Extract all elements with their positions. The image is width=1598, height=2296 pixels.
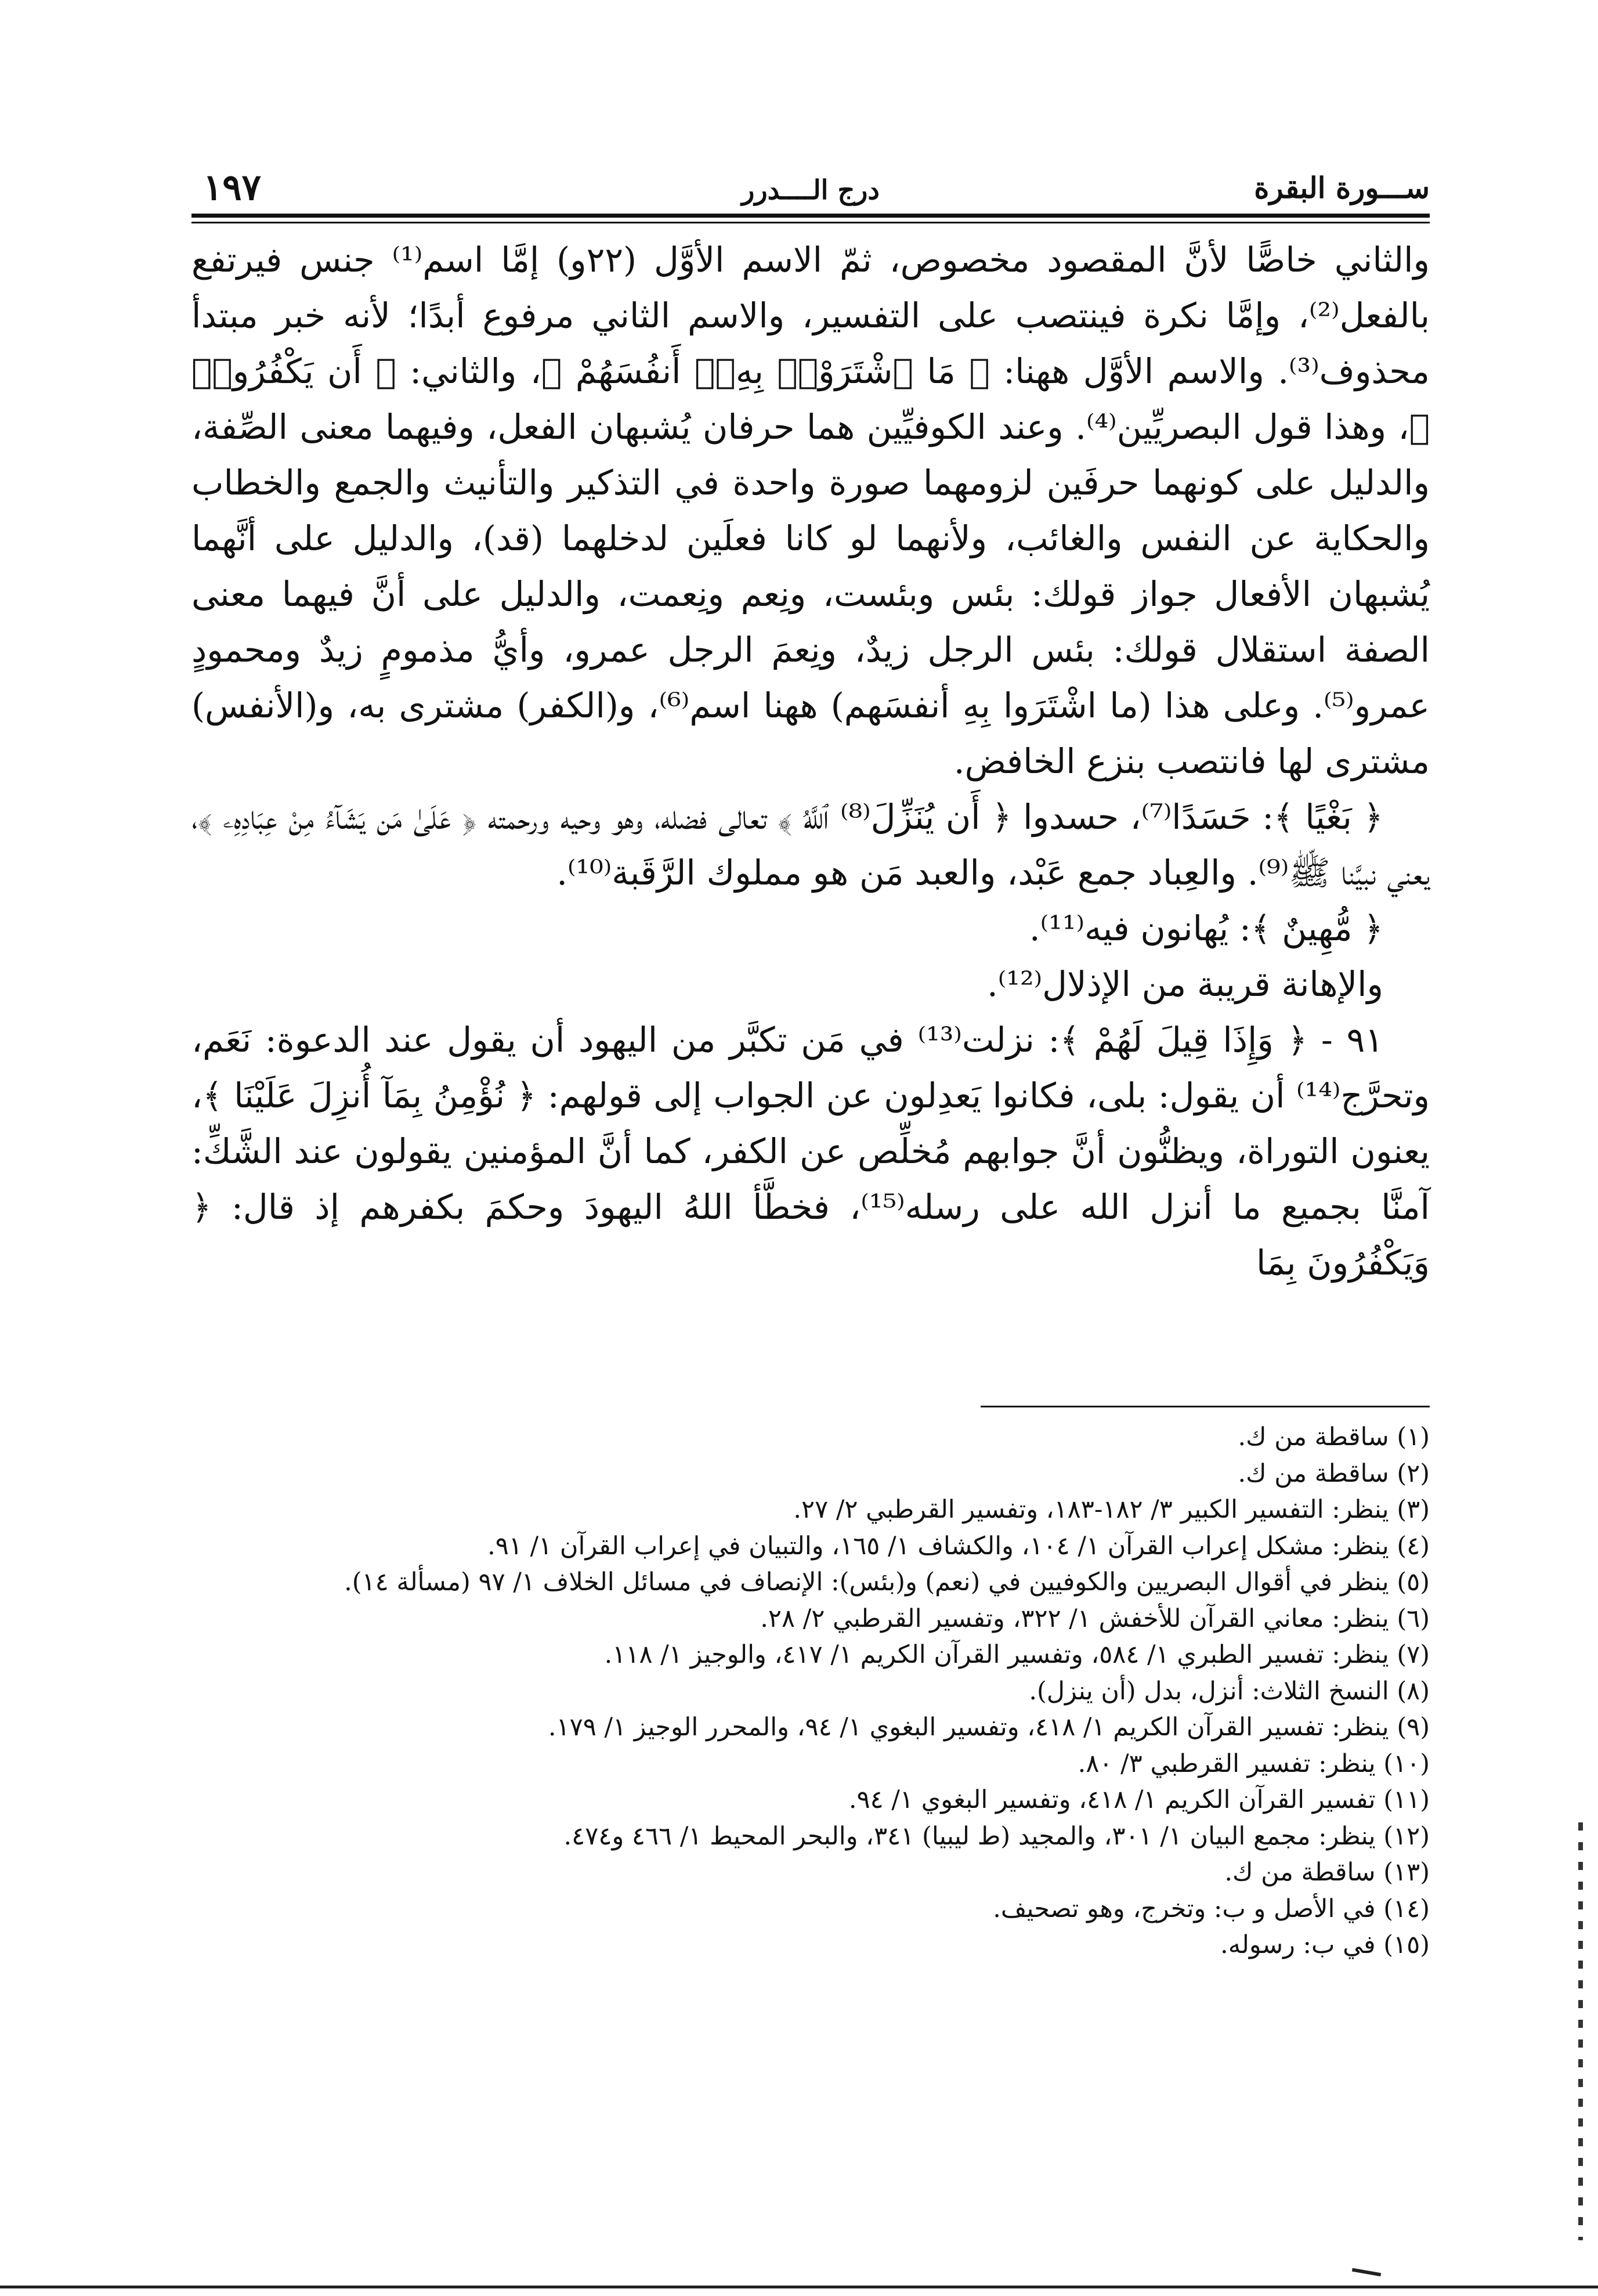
scan-bottom-edge bbox=[0, 2286, 1598, 2288]
main-text bbox=[191, 232, 1430, 1291]
header-rule-thin bbox=[191, 222, 1430, 223]
footnote-separator bbox=[981, 1406, 1430, 1407]
paragraph: والثاني خاصًّا لأنَّ المقصود مخصوص، ثمّ الاسم الأوَّل (٢٢و) إمَّا اسم⁽¹⁾ جنس فيرتفع بالفعل⁽²⁾، وإمَّا نكرة فينتصب على التفسير، والاسم الثاني مرفوع أبدًا؛ لأنه خبر مبتدأ محذوف⁽³⁾. والاسم الأوَّل ههنا: ﴿ مَا ٱشْتَرَوْا۟ بِهِۦٓ أَنفُسَهُمْ ﴾، والثاني: ﴿ أَن يَكْفُرُوا۟ ﴾، وهذا قول البصريِّين⁽⁴⁾. وعند الكوفيِّين هما حرفان يُشبهان الفعل، وفيهما معنى الصِّفة، والدليل على كونهما حرفَين لزومهما صورة واحدة في التذكير والتأنيث والجمع والخطاب والحكاية عن النفس والغائب، ولأنهما لو كانا فعلَين لدخلهما (قد)، والدليل على أنَّهما يُشبهان الأفعال جواز قولك: بئس وبئست، ونِعم ونِعمت، والدليل على أنَّ فيهما معنى الصفة استقلال قولك: بئس الرجل زيدٌ، ونِعمَ الرجل عمرو، وأيُّ مذمومٍ زيدٌ ومحمودٍ عمرو⁽⁵⁾. وعلى هذا (ما اشْتَرَوا بِهِ أنفسَهم) ههنا اسم⁽⁶⁾، و(الكفر) مشترى به، و(الأنفس) مشترى لها فانتصب بنزع الخافض. bbox=[191, 240, 1430, 781]
footnote: (٦) ينظر: معاني القرآن للأخفش ١/ ٣٢٢، وتفسير القرطبي ٢/ ٢٨. bbox=[760, 1604, 1430, 1633]
footnotes bbox=[191, 1419, 1430, 1963]
footnote: (٧) ينظر: تفسير الطبري ١/ ٥٨٤، وتفسير القرآن الكريم ١/ ٤١٧، والوجيز ١/ ١١٨. bbox=[604, 1640, 1430, 1669]
scan-smudge bbox=[1352, 2268, 1381, 2277]
book-title: درج الــــدرر bbox=[742, 174, 880, 205]
page-number: ١٩٧ bbox=[203, 166, 261, 208]
footnote: (١٥) في ب: رسوله. bbox=[1220, 1930, 1430, 1959]
footnote: (٩) ينظر: تفسير القرآن الكريم ١/ ٤١٨، وتفسير البغوي ١/ ٩٤، والمحرر الوجيز ١/ ١٧٩. bbox=[548, 1713, 1430, 1742]
paragraph: ﴿ مُّهِينٌ ﴾: يُهانون فيه⁽¹¹⁾. bbox=[1029, 908, 1383, 948]
scan-edge-marks bbox=[1578, 1822, 1583, 2240]
paragraph: ﴿ بَغْيًا ﴾: حَسَدًا⁽⁷⁾، حسدوا ﴿ أَن يُنَزِّلَ⁽⁸⁾ ٱللَّهُ ﴾ تعالى فضله، وهو وحيه ورحمته ﴿ عَلَىٰ مَن يَشَآءُ مِنْ عِبَادِهِۦ ﴾، يعني نبيَّنا ﷺ⁽⁹⁾. والعِباد جمع عَبْد، والعبد مَن هو مملوك الرَّقَبة⁽¹⁰⁾. bbox=[191, 797, 1430, 893]
paragraph: والإهانة قريبة من الإذلال⁽¹²⁾. bbox=[987, 964, 1383, 1004]
footnote: (١٠) ينظر: تفسير القرطبي ٣/ ٨٠. bbox=[1078, 1749, 1430, 1778]
footnote: (٤) ينظر: مشكل إعراب القرآن ١/ ١٠٤، والكشاف ١/ ١٦٥، والتبيان في إعراب القرآن ١/ ٩١. bbox=[487, 1531, 1430, 1561]
footnote: (٨) النسخ الثلاث: أنزل، بدل (أن ينزل). bbox=[1029, 1676, 1430, 1706]
paragraph: ٩١ - ﴿ وَإِذَا قِيلَ لَهُمْ ﴾: نزلت⁽¹³⁾ في مَن تكبَّر من اليهود أن يقول عند الدعوة: نَعَم، وتحرَّج⁽¹⁴⁾ أن يقول: بلى، فكانوا يَعدِلون عن الجواب إلى قولهم: ﴿ نُؤْمِنُ بِمَآ أُنزِلَ عَلَيْنَا ﴾، يعنون التوراة، ويظنُّون أنَّ جوابهم مُخلِّص عن الكفر، كما أنَّ المؤمنين يقولون عند الشَّكِّ: آمنَّا بجميع ما أنزل الله على رسله⁽¹⁵⁾، فخطَّأ اللهُ اليهودَ وحكمَ بكفرهم إذ قال: ﴿ وَيَكْفُرُونَ بِمَا bbox=[191, 1020, 1430, 1283]
footnote: (٢) ساقطة من ك. bbox=[1238, 1459, 1430, 1488]
footnote: (١٣) ساقطة من ك. bbox=[1224, 1858, 1430, 1887]
running-header bbox=[191, 163, 1430, 209]
header-rule-thick bbox=[191, 214, 1430, 218]
footnote: (٣) ينظر: التفسير الكبير ٣/ ١٨٢-١٨٣، وتفسير القرطبي ٢/ ٢٧. bbox=[793, 1495, 1430, 1524]
footnote: (١٢) ينظر: مجمع البيان ١/ ٣٠١، والمجيد (ط ليبيا) ٣٤١، والبحر المحيط ١/ ٤٦٦ و٤٧٤. bbox=[563, 1821, 1430, 1851]
footnote: (١١) تفسير القرآن الكريم ١/ ٤١٨، وتفسير البغوي ١/ ٩٤. bbox=[848, 1785, 1430, 1814]
surah-title: ســـورة البقرة bbox=[1254, 171, 1430, 205]
footnote: (١٤) في الأصل و ب: وتخرج، وهو تصحيف. bbox=[993, 1894, 1430, 1923]
footnote: (١) ساقطة من ك. bbox=[1238, 1423, 1430, 1452]
footnote: (٥) ينظر في أقوال البصريين والكوفيين في (نعم) و(بئس): الإنصاف في مسائل الخلاف ١/ ٩٧ (مسألة ١٤). bbox=[344, 1568, 1430, 1597]
